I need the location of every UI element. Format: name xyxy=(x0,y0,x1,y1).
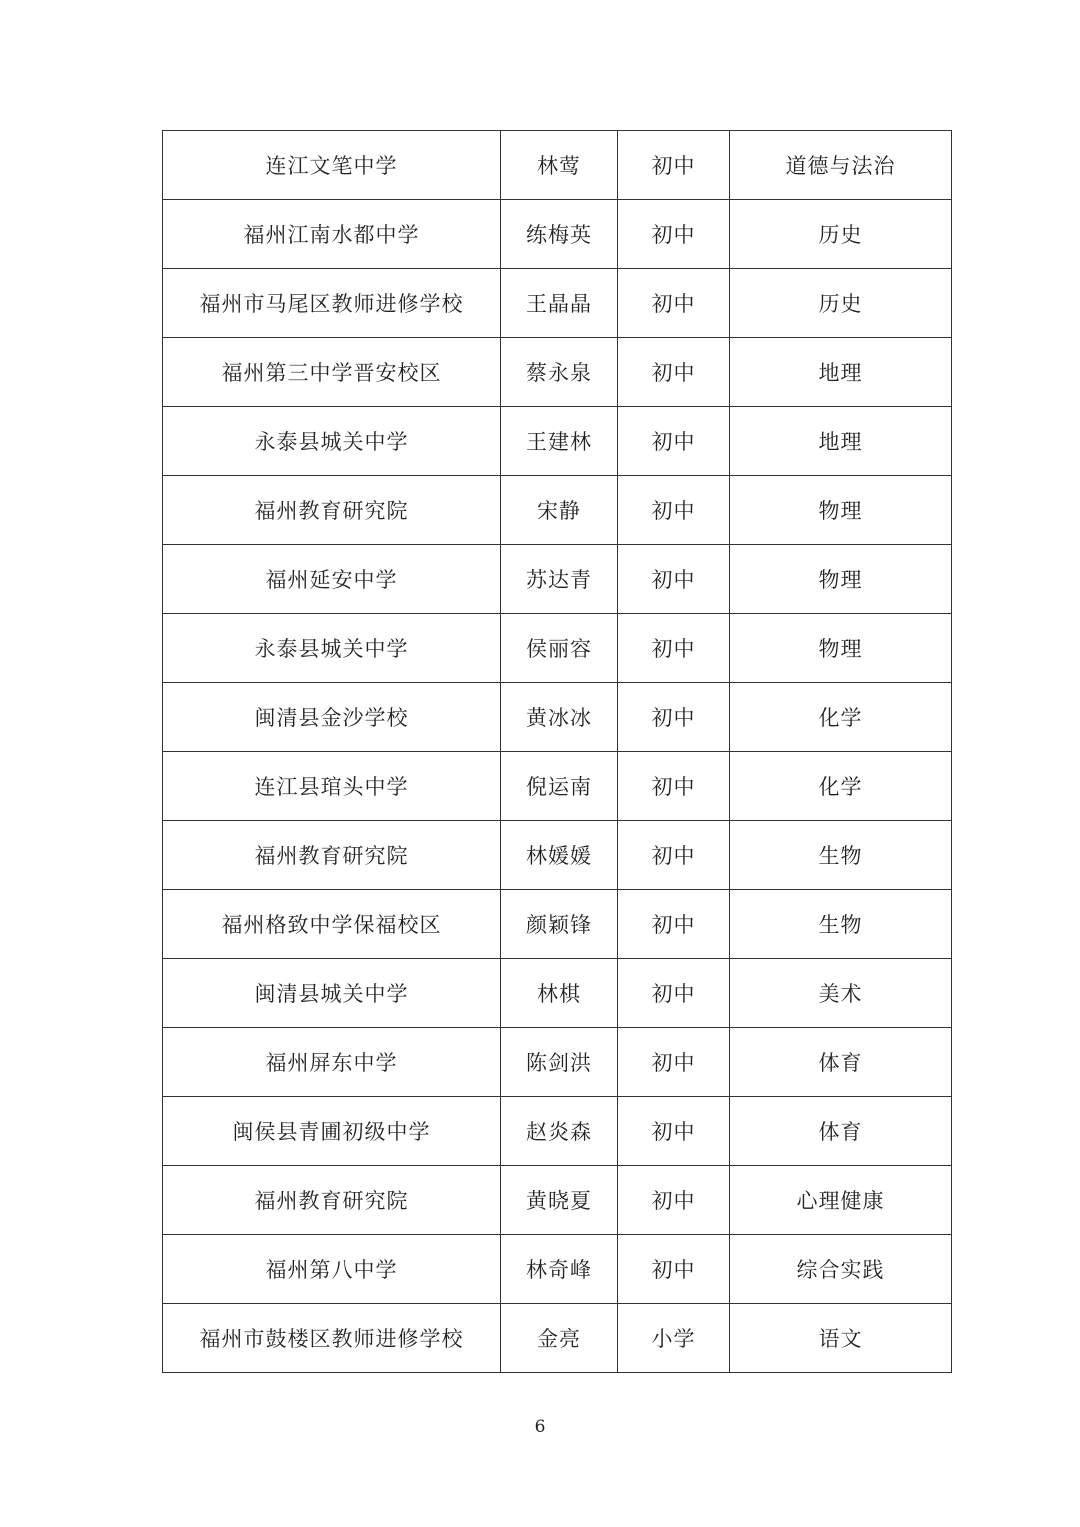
name-cell: 侯丽容 xyxy=(501,614,618,683)
subject-cell: 物理 xyxy=(730,614,952,683)
name-cell: 颜颖锋 xyxy=(501,890,618,959)
level-cell: 初中 xyxy=(618,200,730,269)
name-cell: 陈剑洪 xyxy=(501,1028,618,1097)
level-cell: 初中 xyxy=(618,1166,730,1235)
subject-cell: 物理 xyxy=(730,476,952,545)
school-cell: 福州市鼓楼区教师进修学校 xyxy=(163,1304,501,1373)
name-cell: 苏达青 xyxy=(501,545,618,614)
school-cell: 永泰县城关中学 xyxy=(163,614,501,683)
level-cell: 初中 xyxy=(618,890,730,959)
level-cell: 初中 xyxy=(618,131,730,200)
table-row xyxy=(163,1097,952,1166)
level-cell: 初中 xyxy=(618,959,730,1028)
table-row xyxy=(163,131,952,200)
subject-cell: 道德与法治 xyxy=(730,131,952,200)
roster-body xyxy=(163,131,952,1373)
level-cell: 初中 xyxy=(618,407,730,476)
school-cell: 永泰县城关中学 xyxy=(163,407,501,476)
subject-cell: 历史 xyxy=(730,200,952,269)
level-cell: 初中 xyxy=(618,1028,730,1097)
table-row xyxy=(163,200,952,269)
table-row xyxy=(163,752,952,821)
school-cell: 福州教育研究院 xyxy=(163,821,501,890)
subject-cell: 物理 xyxy=(730,545,952,614)
name-cell: 金亮 xyxy=(501,1304,618,1373)
subject-cell: 心理健康 xyxy=(730,1166,952,1235)
school-cell: 福州第八中学 xyxy=(163,1235,501,1304)
table-row xyxy=(163,821,952,890)
table-row xyxy=(163,959,952,1028)
level-cell: 小学 xyxy=(618,1304,730,1373)
name-cell: 宋静 xyxy=(501,476,618,545)
name-cell: 林莺 xyxy=(501,131,618,200)
name-cell: 王建林 xyxy=(501,407,618,476)
table-row xyxy=(163,683,952,752)
name-cell: 黄冰冰 xyxy=(501,683,618,752)
school-cell: 闽清县金沙学校 xyxy=(163,683,501,752)
table-row xyxy=(163,1028,952,1097)
subject-cell: 美术 xyxy=(730,959,952,1028)
level-cell: 初中 xyxy=(618,545,730,614)
school-cell: 福州屏东中学 xyxy=(163,1028,501,1097)
school-cell: 福州教育研究院 xyxy=(163,1166,501,1235)
school-cell: 福州格致中学保福校区 xyxy=(163,890,501,959)
school-cell: 福州江南水都中学 xyxy=(163,200,501,269)
subject-cell: 生物 xyxy=(730,890,952,959)
name-cell: 林棋 xyxy=(501,959,618,1028)
school-cell: 闽侯县青圃初级中学 xyxy=(163,1097,501,1166)
level-cell: 初中 xyxy=(618,1097,730,1166)
school-cell: 连江县琯头中学 xyxy=(163,752,501,821)
subject-cell: 地理 xyxy=(730,338,952,407)
name-cell: 练梅英 xyxy=(501,200,618,269)
page-number: 6 xyxy=(534,1417,546,1437)
name-cell: 蔡永泉 xyxy=(501,338,618,407)
level-cell: 初中 xyxy=(618,752,730,821)
subject-cell: 综合实践 xyxy=(730,1235,952,1304)
name-cell: 倪运南 xyxy=(501,752,618,821)
subject-cell: 语文 xyxy=(730,1304,952,1373)
level-cell: 初中 xyxy=(618,614,730,683)
table-row xyxy=(163,476,952,545)
subject-cell: 体育 xyxy=(730,1097,952,1166)
table-row xyxy=(163,545,952,614)
table-row xyxy=(163,1304,952,1373)
table-row xyxy=(163,407,952,476)
subject-cell: 体育 xyxy=(730,1028,952,1097)
subject-cell: 化学 xyxy=(730,683,952,752)
level-cell: 初中 xyxy=(618,476,730,545)
level-cell: 初中 xyxy=(618,269,730,338)
school-cell: 福州第三中学晋安校区 xyxy=(163,338,501,407)
school-cell: 福州教育研究院 xyxy=(163,476,501,545)
level-cell: 初中 xyxy=(618,683,730,752)
subject-cell: 生物 xyxy=(730,821,952,890)
subject-cell: 历史 xyxy=(730,269,952,338)
subject-cell: 化学 xyxy=(730,752,952,821)
name-cell: 林媛媛 xyxy=(501,821,618,890)
name-cell: 黄晓夏 xyxy=(501,1166,618,1235)
table-row xyxy=(163,269,952,338)
subject-cell: 地理 xyxy=(730,407,952,476)
table-row xyxy=(163,890,952,959)
school-cell: 福州市马尾区教师进修学校 xyxy=(163,269,501,338)
level-cell: 初中 xyxy=(618,821,730,890)
level-cell: 初中 xyxy=(618,1235,730,1304)
table-row xyxy=(163,1166,952,1235)
school-cell: 连江文笔中学 xyxy=(163,131,501,200)
name-cell: 王晶晶 xyxy=(501,269,618,338)
name-cell: 赵炎森 xyxy=(501,1097,618,1166)
name-cell: 林奇峰 xyxy=(501,1235,618,1304)
school-cell: 福州延安中学 xyxy=(163,545,501,614)
teacher-roster-table xyxy=(162,130,952,1373)
table-row xyxy=(163,614,952,683)
level-cell: 初中 xyxy=(618,338,730,407)
table-row xyxy=(163,1235,952,1304)
school-cell: 闽清县城关中学 xyxy=(163,959,501,1028)
table-row xyxy=(163,338,952,407)
